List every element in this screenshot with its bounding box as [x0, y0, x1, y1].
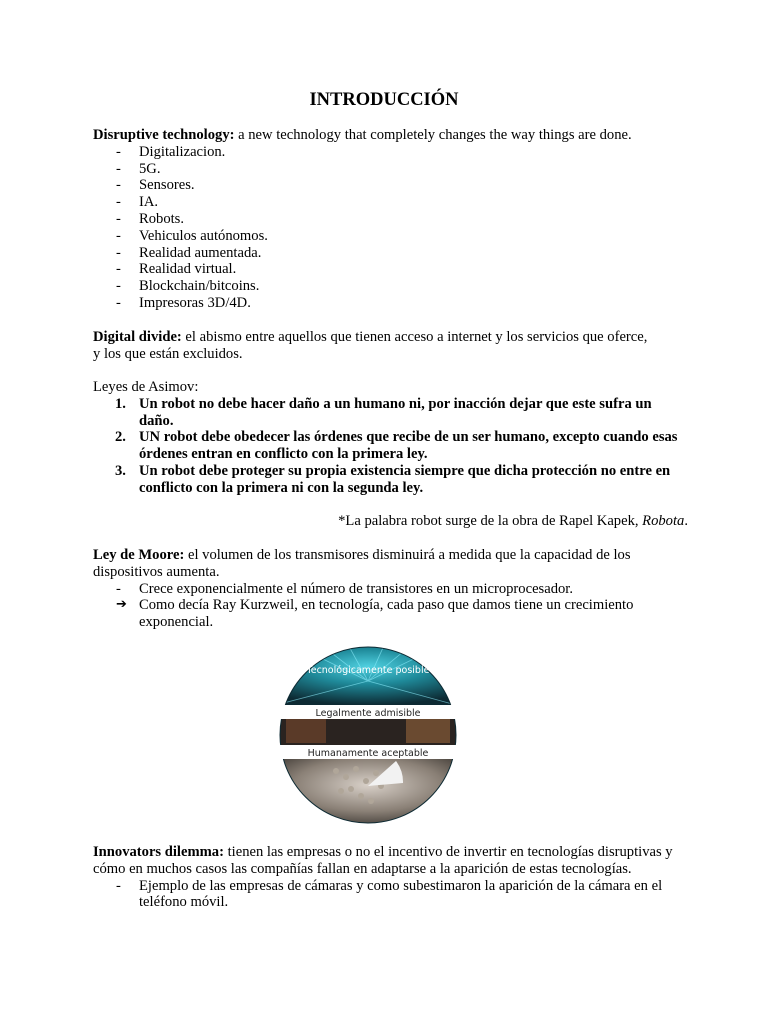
list-item: - Digitalizacion. — [116, 143, 226, 160]
law-text: UN robot debe obedecer las órdenes que recibe de un ser humano, excepto cuando esas órdenes entran en conflicto con la primera ley. — [139, 429, 678, 463]
digital-divide-definition — [93, 329, 653, 363]
list-item: - Ejemplo de las empresas de cámaras y como subestimaron la aparición de la cámara en el teléfono móvil. — [116, 877, 663, 911]
dash-bullet: - — [116, 227, 121, 244]
dash-bullet: - — [116, 244, 121, 261]
list-item: - Robots. — [116, 210, 185, 227]
disruptive-term: Disruptive technology: — [93, 127, 235, 143]
asimov-heading: Leyes de Asimov: — [93, 379, 199, 395]
dash-bullet: - — [116, 877, 121, 894]
innovators-section — [93, 844, 673, 911]
label-human: Humanamente aceptable — [307, 748, 429, 759]
digital-divide-section — [93, 329, 653, 363]
law-number: 1. — [115, 395, 126, 412]
dash-bullet: - — [116, 210, 121, 227]
innovators-term: Innovators dilemma: — [93, 844, 224, 860]
law-text: Un robot no debe hacer daño a un humano ni, por inacción dejar que este sufra un daño. — [139, 395, 652, 429]
moore-text: el volumen de los transmisores disminuirá a medida que la capacidad de los dispositivos aumenta. — [93, 547, 631, 580]
asimov-section — [93, 379, 683, 497]
list-item: ➔ Como decía Ray Kurzweil, en tecnología, cada paso que damos tiene un crecimiento exponencial. — [116, 597, 634, 631]
law-number: 2. — [115, 429, 126, 446]
law-text: Un robot debe proteger su propia existencia siempre que dicha protección no entre en conflicto con la primera ni con la segunda ley. — [139, 462, 671, 496]
technology-filter-image — [256, 641, 480, 825]
moore-term: Ley de Moore: — [93, 547, 185, 563]
dash-bullet: - — [116, 160, 121, 177]
dash-bullet: - — [116, 261, 121, 278]
dash-bullet: - — [116, 294, 121, 311]
list-item: - Impresoras 3D/4D. — [116, 294, 251, 311]
innovators-text: tienen las empresas o no el incentivo de invertir en tecnologías disruptivas y cómo en muchos casos las compañías fallan en adaptarse a la aparición de estas tecnologías. — [93, 844, 673, 877]
asimov-laws-list — [93, 396, 683, 497]
robot-footnote: *La palabra robot surge de la obra de Rapel Kapek, Robota. — [338, 513, 688, 529]
moore-dash-list — [93, 581, 678, 598]
list-item: - Crece exponencialmente el número de transistores en un microprocesador. — [116, 580, 573, 597]
disruptive-section — [93, 127, 673, 312]
digital-divide-term: Digital divide: — [93, 329, 182, 345]
list-item: - Realidad aumentada. — [116, 244, 262, 261]
dash-bullet: - — [116, 177, 121, 194]
disruptive-definition — [93, 127, 673, 144]
moore-arrow-list — [93, 597, 678, 631]
list-item: - IA. — [116, 194, 159, 211]
law-number: 3. — [115, 462, 126, 479]
list-item: - Realidad virtual. — [116, 261, 237, 278]
disruptive-list — [93, 144, 673, 312]
page-title: INTRODUCCIÓN — [309, 90, 459, 110]
list-item: - 5G. — [116, 160, 161, 177]
dash-bullet: - — [116, 580, 121, 597]
label-tech-possible: Tecnológicamente posible — [306, 665, 430, 676]
moore-definition — [93, 547, 678, 581]
dash-bullet: - — [116, 194, 121, 211]
list-item: - Blockchain/bitcoins. — [116, 278, 260, 295]
list-item: - Sensores. — [116, 177, 195, 194]
list-item — [93, 463, 683, 497]
disruptive-text: a new technology that completely changes the way things are done. — [234, 127, 632, 143]
innovators-definition — [93, 844, 673, 878]
list-item — [93, 429, 683, 463]
robota-title: Robota — [642, 513, 685, 529]
list-item: - Vehiculos autónomos. — [116, 227, 268, 244]
dash-bullet: - — [116, 278, 121, 295]
arrow-bullet-icon: ➔ — [116, 597, 127, 613]
circle-diagram — [256, 641, 480, 825]
moore-section — [93, 547, 678, 631]
digital-divide-text: el abismo entre aquellos que tienen acceso a internet y los servicios que oferce, y los que están excluidos. — [93, 329, 648, 362]
label-legal: Legalmente admisible — [315, 708, 421, 719]
innovators-list — [93, 878, 673, 912]
list-item — [93, 396, 683, 430]
dash-bullet: - — [116, 143, 121, 160]
